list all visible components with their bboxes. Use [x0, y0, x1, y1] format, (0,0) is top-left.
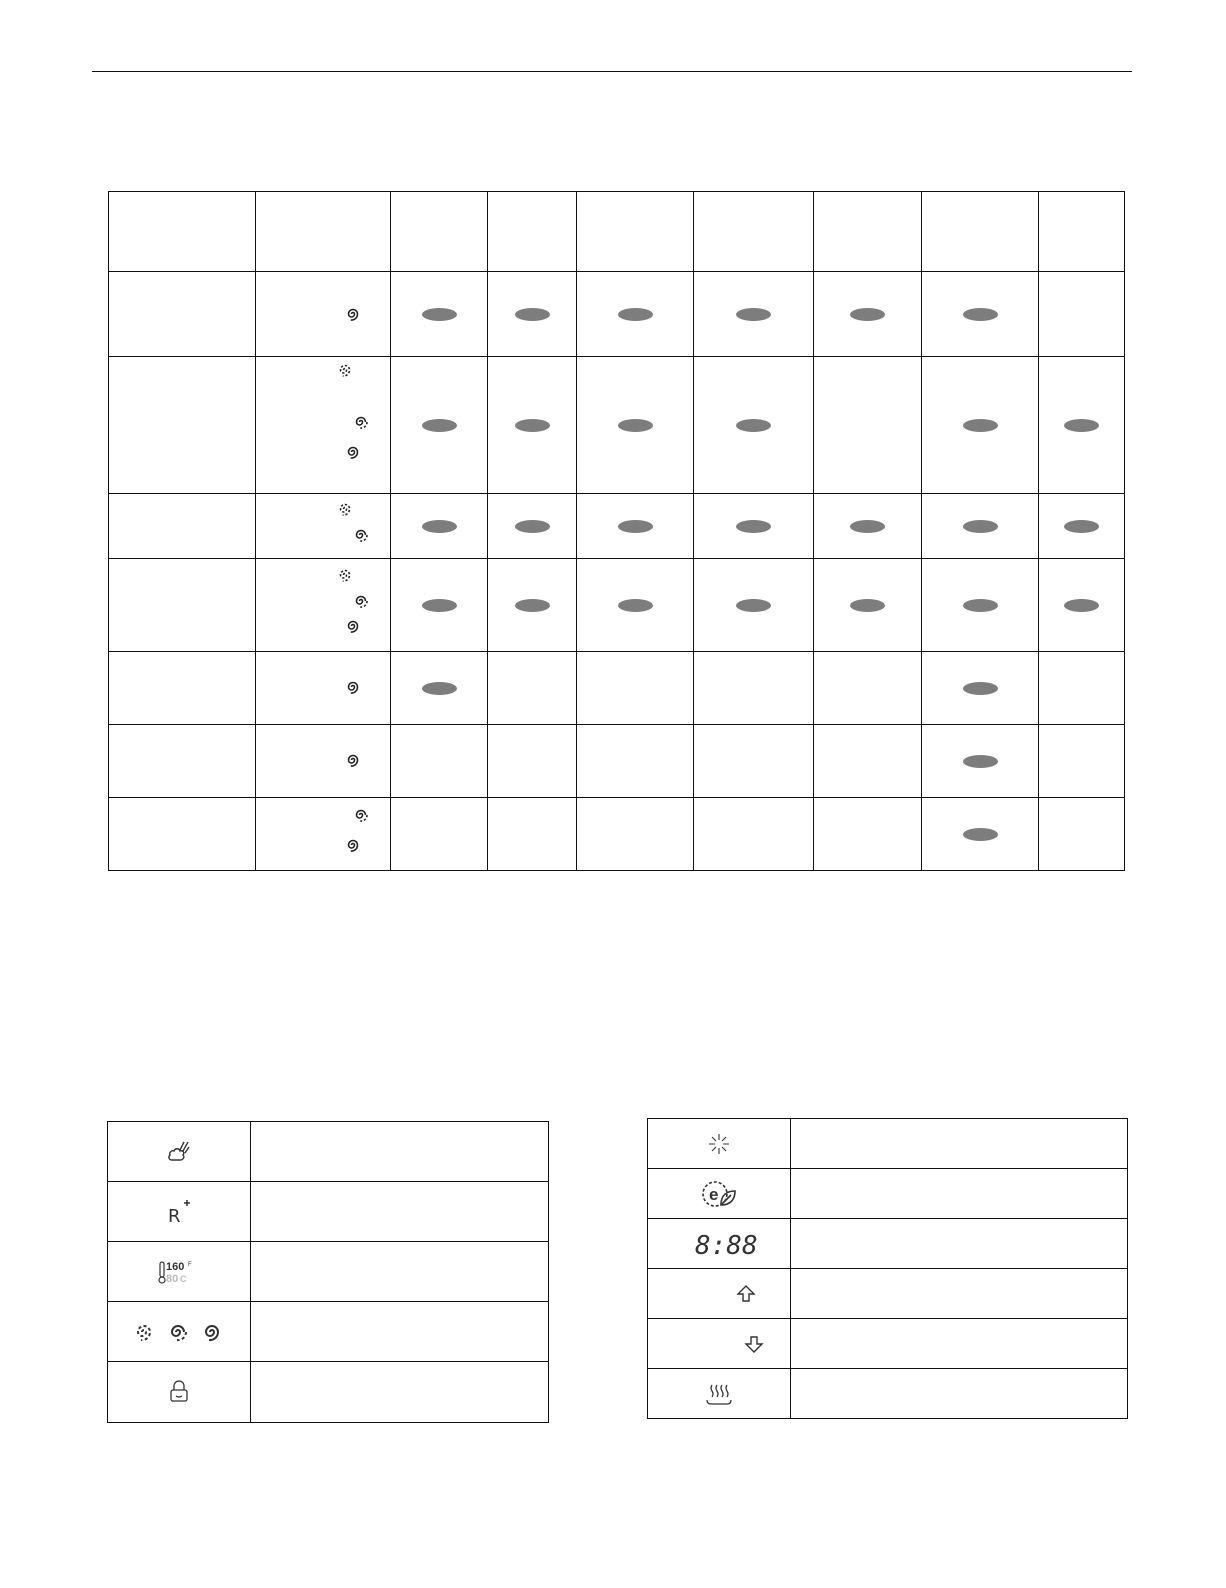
availability-mark: [736, 419, 771, 432]
cycle-icon-cell: [256, 272, 391, 357]
option-cell: [488, 798, 577, 871]
option-cell: [577, 798, 694, 871]
option-cell: [488, 559, 577, 652]
option-cell: [922, 559, 1039, 652]
availability-mark: [515, 520, 550, 533]
legend-description: [791, 1219, 1128, 1269]
legend-description: [791, 1269, 1128, 1319]
table-header-cell: [814, 192, 922, 272]
table-header-cell: [391, 192, 488, 272]
availability-mark: [850, 308, 885, 321]
availability-mark: [963, 419, 998, 432]
availability-mark: [963, 682, 998, 695]
temp-c-unit: C: [180, 1273, 187, 1284]
option-cell: [694, 272, 814, 357]
legend-row: [648, 1219, 1128, 1269]
legend-description: [251, 1242, 549, 1302]
cycle-label-cell: [109, 272, 256, 357]
display-text: 8:88: [695, 1230, 758, 1261]
option-cell: [694, 652, 814, 725]
legend-row: [108, 1182, 549, 1242]
spiral-icon: [344, 836, 362, 854]
option-cell: [922, 494, 1039, 559]
option-cell: [488, 357, 577, 494]
legend-row: [648, 1269, 1128, 1319]
rinse-plus-text: R: [168, 1205, 181, 1227]
legend-icon-cell: [648, 1319, 791, 1369]
option-cell: [391, 559, 488, 652]
legend-icon-cell: [648, 1219, 791, 1269]
table-header-cell: [577, 192, 694, 272]
table-header-cell: [256, 192, 391, 272]
table-header-cell: [1039, 192, 1125, 272]
legend-description: [251, 1182, 549, 1242]
option-cell: [814, 798, 922, 871]
option-cell: [694, 798, 814, 871]
spiral-half-dashed-icon: [352, 592, 370, 610]
digital-display-icon: [693, 1230, 758, 1261]
eco-leaf-icon: [699, 1177, 739, 1211]
table-row: [109, 725, 1125, 798]
option-cell: [922, 725, 1039, 798]
table-header-cell: [109, 192, 256, 272]
legend-row: [108, 1302, 549, 1362]
option-cell: [922, 652, 1039, 725]
availability-mark: [736, 599, 771, 612]
table-row: [109, 357, 1125, 494]
option-cell: [694, 725, 814, 798]
availability-mark: [618, 308, 653, 321]
availability-mark: [515, 308, 550, 321]
spiral-icon: [344, 751, 362, 769]
cycle-label-cell: [109, 559, 256, 652]
legend-description: [791, 1319, 1128, 1369]
option-cell: [391, 652, 488, 725]
table-header-cell: [922, 192, 1039, 272]
availability-mark: [963, 755, 998, 768]
option-cell: [391, 272, 488, 357]
temp-f-unit: F: [188, 1261, 192, 1268]
legend-icon-cell: [648, 1119, 791, 1169]
legend-description: [791, 1119, 1128, 1169]
legend-row: [648, 1169, 1128, 1219]
legend-icon-cell: [648, 1369, 791, 1419]
spiral-icon: [344, 678, 362, 696]
spiral-icon: [206, 1326, 218, 1340]
legend-right: [647, 1118, 1128, 1419]
legend-left: [107, 1121, 549, 1423]
heated-dry-icon: [704, 1381, 734, 1407]
cycle-icon-cell: [256, 357, 391, 494]
option-cell: [922, 798, 1039, 871]
legend-description: [251, 1122, 549, 1182]
availability-mark: [963, 828, 998, 841]
availability-mark: [1064, 520, 1099, 533]
table-header-row: [109, 192, 1125, 272]
spiral-half-dashed-icon: [352, 413, 370, 431]
option-cell: [922, 357, 1039, 494]
option-cell: [577, 559, 694, 652]
option-cell: [1039, 494, 1125, 559]
arrow-down-icon: [744, 1334, 764, 1354]
availability-mark: [422, 419, 457, 432]
spiral-half-dashed-icon: [352, 806, 370, 824]
option-cell: [577, 357, 694, 494]
control-lock-icon: [166, 1379, 192, 1405]
legend-icon-cell: [108, 1302, 251, 1362]
legend-row: [108, 1122, 549, 1182]
option-cell: [488, 652, 577, 725]
availability-mark: [618, 419, 653, 432]
option-cell: [577, 652, 694, 725]
option-cell: [488, 272, 577, 357]
availability-mark: [963, 308, 998, 321]
option-cell: [1039, 798, 1125, 871]
availability-mark: [515, 419, 550, 432]
option-cell: [1039, 272, 1125, 357]
availability-mark: [422, 308, 457, 321]
option-cell: [1039, 652, 1125, 725]
availability-mark: [618, 520, 653, 533]
availability-mark: [736, 308, 771, 321]
spiral-icon: [344, 443, 362, 461]
eco-text: e: [709, 1184, 719, 1204]
cycle-label-cell: [109, 652, 256, 725]
option-cell: [1039, 357, 1125, 494]
rinse-plus-icon: [166, 1198, 192, 1226]
cycle-label-cell: [109, 798, 256, 871]
cycle-icon-cell: [256, 494, 391, 559]
spiral-dashed-icon: [138, 1326, 150, 1340]
option-cell: [488, 725, 577, 798]
table-row: [109, 494, 1125, 559]
legend-description: [791, 1169, 1128, 1219]
availability-mark: [618, 599, 653, 612]
sanitize-temperature-icon: [157, 1258, 201, 1286]
legend-icon-cell: [108, 1242, 251, 1302]
legend-description: [251, 1362, 549, 1423]
table-row: [109, 798, 1125, 871]
availability-mark: [963, 599, 998, 612]
top-rule: [92, 71, 1132, 72]
cycle-icon-cell: [256, 652, 391, 725]
option-cell: [814, 559, 922, 652]
legend-icon-cell: [648, 1269, 791, 1319]
sparkle-icon: [706, 1131, 732, 1157]
cycle-icon-cell: [256, 559, 391, 652]
cycle-label-cell: [109, 494, 256, 559]
table-row: [109, 272, 1125, 357]
availability-mark: [736, 520, 771, 533]
temp-c-text: 80: [166, 1272, 179, 1285]
cycle-icon-cell: [256, 725, 391, 798]
option-cell: [391, 798, 488, 871]
legend-row: [648, 1319, 1128, 1369]
availability-mark: [850, 599, 885, 612]
option-cell: [814, 272, 922, 357]
availability-mark: [422, 599, 457, 612]
legend-icon-cell: [108, 1362, 251, 1423]
availability-mark: [422, 682, 457, 695]
option-cell: [814, 357, 922, 494]
legend-icon-cell: [648, 1169, 791, 1219]
option-cell: [577, 272, 694, 357]
spiral-icon: [344, 617, 362, 635]
spiral-dashed-icon: [336, 566, 354, 584]
option-cell: [577, 494, 694, 559]
availability-mark: [1064, 599, 1099, 612]
legend-description: [251, 1302, 549, 1362]
spiral-dashed-icon: [336, 361, 354, 379]
option-cell: [814, 494, 922, 559]
spiral-dashed-icon: [336, 500, 354, 518]
option-cell: [694, 559, 814, 652]
cycle-label-cell: [109, 357, 256, 494]
arrow-up-icon: [736, 1284, 756, 1304]
table-row: [109, 559, 1125, 652]
option-cell: [577, 725, 694, 798]
cycle-label-cell: [109, 725, 256, 798]
spiral-half-dashed-icon: [172, 1326, 186, 1340]
table-row: [109, 652, 1125, 725]
option-cell: [694, 357, 814, 494]
option-cell: [694, 494, 814, 559]
availability-mark: [850, 520, 885, 533]
steam-icon: [166, 1138, 192, 1166]
option-cell: [488, 494, 577, 559]
availability-mark: [1064, 419, 1099, 432]
option-cell: [391, 725, 488, 798]
legend-row: [648, 1119, 1128, 1169]
option-cell: [922, 272, 1039, 357]
temp-f-text: 160: [166, 1260, 185, 1273]
table-header-cell: [488, 192, 577, 272]
legend-row: [108, 1242, 549, 1302]
cycle-icon-cell: [256, 798, 391, 871]
option-cell: [1039, 559, 1125, 652]
availability-mark: [963, 520, 998, 533]
legend-row: [648, 1369, 1128, 1419]
legend-description: [791, 1369, 1128, 1419]
option-cell: [391, 357, 488, 494]
option-cell: [814, 725, 922, 798]
spiral-half-dashed-icon: [352, 526, 370, 544]
availability-mark: [422, 520, 457, 533]
cycle-option-table: [108, 191, 1125, 871]
legend-icon-cell: [108, 1182, 251, 1242]
dry-level-icons: [132, 1320, 226, 1344]
legend-icon-cell: [108, 1122, 251, 1182]
table-header-cell: [694, 192, 814, 272]
legend-row: [108, 1362, 549, 1423]
availability-mark: [515, 599, 550, 612]
option-cell: [391, 494, 488, 559]
option-cell: [814, 652, 922, 725]
spiral-icon: [344, 305, 362, 323]
option-cell: [1039, 725, 1125, 798]
